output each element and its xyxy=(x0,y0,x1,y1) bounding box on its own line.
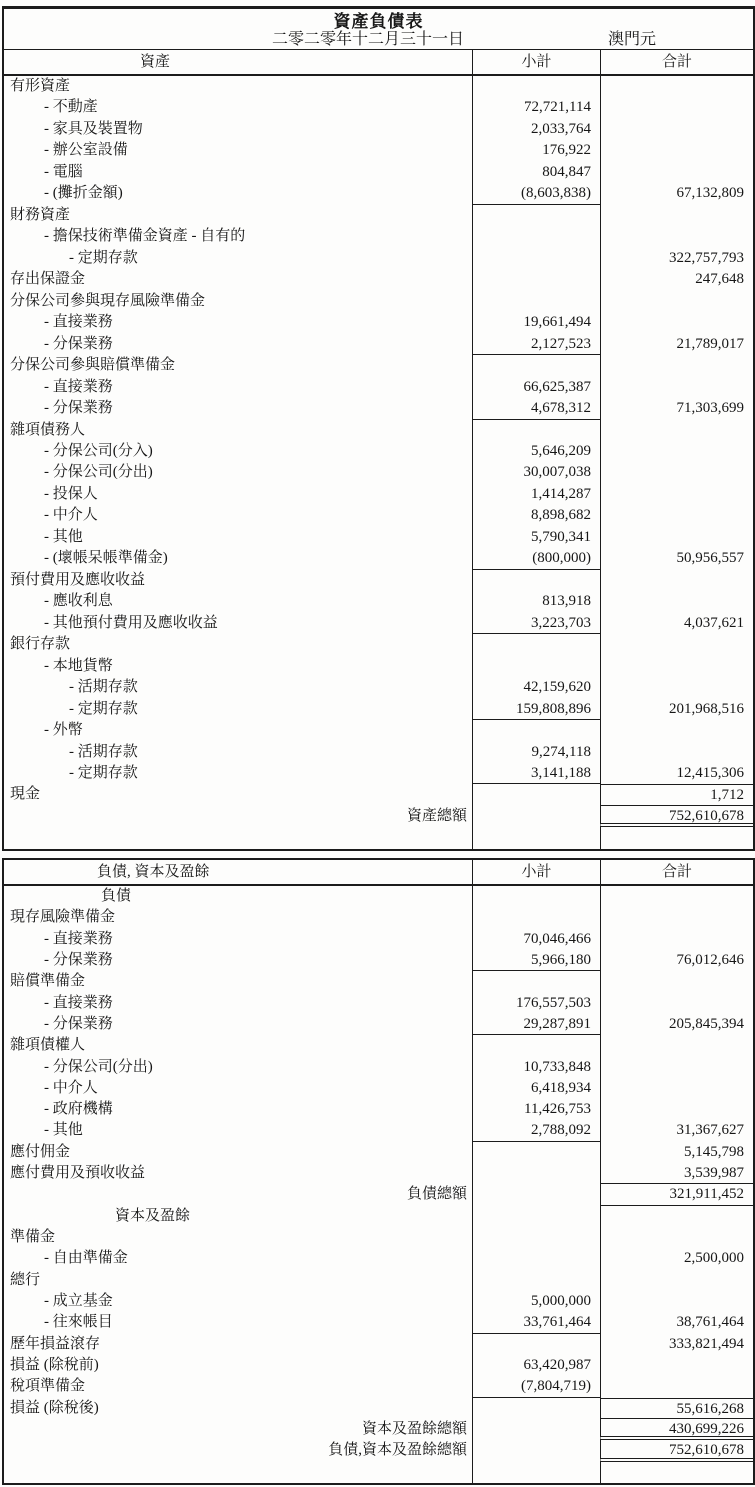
total-value xyxy=(600,1078,753,1099)
table-row xyxy=(4,971,753,992)
subtotal-value xyxy=(472,248,600,269)
row-label: 銀行存款 xyxy=(10,636,71,653)
table-row xyxy=(4,570,753,591)
subtotal-value: 66,625,387 xyxy=(472,377,600,398)
table-row xyxy=(4,505,753,526)
total-value: 31,367,627 xyxy=(600,1120,753,1141)
row-label: - 直接業務 xyxy=(44,378,113,395)
table-row xyxy=(4,1057,753,1078)
row-label: - 中介人 xyxy=(44,507,98,524)
subtotal-value xyxy=(472,420,600,441)
subtotal-value xyxy=(472,1227,600,1248)
subtotal-value xyxy=(472,291,600,312)
row-label: 負債總額 xyxy=(406,1186,467,1203)
table-row xyxy=(4,1419,753,1440)
table-row xyxy=(4,527,753,548)
table-row xyxy=(4,334,753,355)
row-label: 負債,資本及盈餘總額 xyxy=(328,1442,467,1459)
total-value xyxy=(600,484,753,505)
total-value xyxy=(600,1206,753,1227)
subtotal-value xyxy=(472,1270,600,1291)
subtotal-value: 2,127,523 xyxy=(472,334,600,355)
subtotal-value xyxy=(472,76,600,97)
total-value xyxy=(600,162,753,183)
total-value: 55,616,268 xyxy=(600,1398,753,1419)
total-value xyxy=(600,97,753,118)
subtotal-value: 2,788,092 xyxy=(472,1120,600,1141)
table-row xyxy=(4,226,753,247)
row-label: 資產總額 xyxy=(406,807,467,824)
total-column-header: 合計 xyxy=(600,50,753,74)
subtotal-value: 9,274,118 xyxy=(472,742,600,763)
row-label: 賠償準備金 xyxy=(10,973,86,990)
subtotal-value: 176,557,503 xyxy=(472,993,600,1014)
total-value: 38,761,464 xyxy=(600,1312,753,1333)
subtotal-value xyxy=(472,1142,600,1163)
row-label: 分保公司參與賠償準備金 xyxy=(10,357,176,374)
liabilities-rows xyxy=(4,886,753,1483)
subtotal-value: 30,007,038 xyxy=(472,462,600,483)
table-row xyxy=(4,119,753,140)
total-value: 201,968,516 xyxy=(600,699,753,720)
row-label: 分保公司參與現存風險準備金 xyxy=(10,292,206,309)
total-value xyxy=(600,505,753,526)
table-row xyxy=(4,1184,753,1205)
table-row xyxy=(4,742,753,763)
subtotal-value xyxy=(472,1419,600,1440)
row-label: 應付費用及預收收益 xyxy=(10,1165,146,1182)
total-value xyxy=(600,76,753,97)
subtotal-value: 11,426,753 xyxy=(472,1099,600,1120)
total-value xyxy=(600,971,753,992)
row-label: - 定期存款 xyxy=(69,765,138,781)
subtotal-value xyxy=(472,784,600,805)
total-value: 12,415,306 xyxy=(600,763,753,784)
table-row xyxy=(4,183,753,204)
subtotal-value xyxy=(472,1163,600,1184)
subtotal-value: 63,420,987 xyxy=(472,1355,600,1376)
row-label: 準備金 xyxy=(10,1229,56,1246)
total-value xyxy=(600,720,753,741)
row-label: - 擔保技術準備金資產 - 自有的 xyxy=(44,228,246,245)
total-value xyxy=(600,677,753,698)
row-label: - 其他 xyxy=(44,528,83,545)
row-label: 現存風險準備金 xyxy=(10,909,116,926)
table-row xyxy=(4,1398,753,1419)
table-row xyxy=(4,269,753,290)
row-label: - 投保人 xyxy=(44,485,98,502)
subtotal-value xyxy=(472,1035,600,1056)
total-value xyxy=(600,1462,753,1483)
total-value: 247,648 xyxy=(600,269,753,290)
liabilities-header-row xyxy=(4,860,753,886)
subtotal-value xyxy=(472,1462,600,1483)
total-value xyxy=(600,929,753,950)
total-value xyxy=(600,1057,753,1078)
table-row xyxy=(4,1312,753,1333)
total-value xyxy=(600,291,753,312)
subtitle-row xyxy=(4,32,753,50)
table-row xyxy=(4,1291,753,1312)
row-label: - 直接業務 xyxy=(44,314,113,331)
subtotal-column-header: 小計 xyxy=(472,50,600,74)
table-row xyxy=(4,656,753,677)
subtotal-value xyxy=(472,1398,600,1419)
row-label xyxy=(4,1462,472,1483)
table-row xyxy=(4,784,753,805)
subtotal-value: 42,159,620 xyxy=(472,677,600,698)
subtotal-value xyxy=(472,205,600,226)
total-value: 3,539,987 xyxy=(600,1163,753,1184)
table-row xyxy=(4,929,753,950)
row-label: - 應收利息 xyxy=(44,593,113,610)
subtotal-value: 5,966,180 xyxy=(472,950,600,971)
row-label: - 分保業務 xyxy=(44,400,113,417)
table-row xyxy=(4,1440,753,1461)
row-label: 歷年損益滾存 xyxy=(10,1335,101,1352)
subtotal-value xyxy=(472,971,600,992)
subtotal-value: (8,603,838) xyxy=(472,183,600,204)
table-row xyxy=(4,548,753,569)
total-value: 4,037,621 xyxy=(600,613,753,634)
total-value: 21,789,017 xyxy=(600,334,753,355)
row-label: - 自由準備金 xyxy=(44,1250,128,1267)
total-value xyxy=(600,377,753,398)
row-label: 雜項債務人 xyxy=(10,421,86,438)
table-row xyxy=(4,162,753,183)
table-row xyxy=(4,441,753,462)
subtotal-value: 72,721,114 xyxy=(472,97,600,118)
total-value: 2,500,000 xyxy=(600,1248,753,1269)
row-label: - 定期存款 xyxy=(69,249,138,266)
subtotal-column-header: 小計 xyxy=(472,860,600,884)
row-label: - 分保公司(分出) xyxy=(44,1058,153,1075)
liabilities-column-header: 負債, 資本及盈餘 xyxy=(97,863,210,880)
table-row xyxy=(4,886,753,907)
total-value xyxy=(600,312,753,333)
table-row xyxy=(4,355,753,376)
total-value xyxy=(600,570,753,591)
assets-table xyxy=(2,6,755,851)
row-label: - (壞帳呆帳準備金) xyxy=(44,550,168,567)
subtotal-value: 8,898,682 xyxy=(472,505,600,526)
subtotal-value: 804,847 xyxy=(472,162,600,183)
row-label: 資本及盈餘總額 xyxy=(361,1421,467,1438)
title-block xyxy=(4,9,753,50)
total-value xyxy=(600,441,753,462)
subtotal-value: 5,000,000 xyxy=(472,1291,600,1312)
table-row xyxy=(4,993,753,1014)
subtotal-value xyxy=(472,1248,600,1269)
row-label: - 直接業務 xyxy=(44,930,113,947)
row-label: - 不動產 xyxy=(44,99,98,116)
total-value xyxy=(600,1376,753,1397)
subtotal-value: 3,223,703 xyxy=(472,613,600,634)
total-value xyxy=(600,886,753,907)
row-label: - 中介人 xyxy=(44,1079,98,1096)
subtotal-value xyxy=(472,720,600,741)
table-row xyxy=(4,1376,753,1397)
table-row xyxy=(4,1270,753,1291)
table-row xyxy=(4,1014,753,1035)
table-row xyxy=(4,677,753,698)
subtotal-value xyxy=(472,656,600,677)
table-row xyxy=(4,1227,753,1248)
total-value xyxy=(600,119,753,140)
row-label: 現金 xyxy=(10,786,41,803)
total-value: 76,012,646 xyxy=(600,950,753,971)
total-value xyxy=(600,1035,753,1056)
subtotal-value xyxy=(472,634,600,655)
subtotal-value: 2,033,764 xyxy=(472,119,600,140)
total-value xyxy=(600,1270,753,1291)
total-value: 5,145,798 xyxy=(600,1142,753,1163)
subtotal-value xyxy=(472,1184,600,1205)
table-row xyxy=(4,398,753,419)
table-row xyxy=(4,699,753,720)
total-value xyxy=(600,634,753,655)
row-label: 應付佣金 xyxy=(10,1143,71,1160)
total-value xyxy=(600,1355,753,1376)
subtotal-value xyxy=(472,355,600,376)
table-row xyxy=(4,76,753,97)
total-value: 430,699,226 xyxy=(600,1419,753,1440)
total-value xyxy=(600,1099,753,1120)
table-row xyxy=(4,1078,753,1099)
assets-rows xyxy=(4,76,753,849)
row-label: 損益 (除稅後) xyxy=(10,1399,99,1416)
assets-column-header: 資產 xyxy=(140,54,171,70)
row-label: - 分保業務 xyxy=(44,1015,113,1032)
table-row xyxy=(4,634,753,655)
row-label: - 政府機構 xyxy=(44,1101,113,1118)
table-row xyxy=(4,907,753,928)
row-label: 負債 xyxy=(101,887,132,904)
row-label: - 往來帳目 xyxy=(44,1314,113,1331)
row-label: - 活期存款 xyxy=(69,679,138,696)
total-value xyxy=(600,420,753,441)
table-row xyxy=(4,1248,753,1269)
table-row xyxy=(4,377,753,398)
total-value: 752,610,678 xyxy=(600,806,753,827)
row-label: 有形資產 xyxy=(10,78,71,94)
subtotal-value: 5,790,341 xyxy=(472,527,600,548)
row-label: - 外幣 xyxy=(44,722,83,739)
table-row xyxy=(4,827,753,848)
table-row xyxy=(4,1120,753,1141)
total-value: 1,712 xyxy=(600,784,753,805)
table-row xyxy=(4,1206,753,1227)
row-label: - 定期存款 xyxy=(69,700,138,717)
table-row xyxy=(4,312,753,333)
table-row xyxy=(4,1142,753,1163)
row-label: - 分保公司(分出) xyxy=(44,464,153,481)
total-value: 322,757,793 xyxy=(600,248,753,269)
row-label xyxy=(4,827,472,848)
subtotal-value xyxy=(472,907,600,928)
assets-header-row xyxy=(4,50,753,76)
subtotal-value: 19,661,494 xyxy=(472,312,600,333)
report-date: 二零二零年十二月三十一日 xyxy=(271,31,464,48)
subtotal-value: 33,761,464 xyxy=(472,1312,600,1333)
total-column-header: 合計 xyxy=(600,860,753,884)
table-row xyxy=(4,613,753,634)
total-value: 752,610,678 xyxy=(600,1440,753,1461)
table-row xyxy=(4,806,753,827)
table-row xyxy=(4,720,753,741)
subtotal-value: (7,804,719) xyxy=(472,1376,600,1397)
total-value: 71,303,699 xyxy=(600,398,753,419)
subtotal-value xyxy=(472,886,600,907)
table-row xyxy=(4,248,753,269)
subtotal-value: 1,414,287 xyxy=(472,484,600,505)
total-value xyxy=(600,742,753,763)
total-value: 321,911,452 xyxy=(600,1184,753,1205)
table-row xyxy=(4,1355,753,1376)
row-label: - 其他 xyxy=(44,1122,83,1139)
table-row xyxy=(4,462,753,483)
table-row xyxy=(4,1334,753,1355)
subtotal-value xyxy=(472,1440,600,1461)
total-value xyxy=(600,226,753,247)
table-row xyxy=(4,140,753,161)
row-label: - 家具及裝置物 xyxy=(44,120,143,137)
row-label: - 直接業務 xyxy=(44,994,113,1011)
table-row xyxy=(4,97,753,118)
table-row xyxy=(4,205,753,226)
row-label: 預付費用及應收收益 xyxy=(10,571,146,588)
row-label: - 成立基金 xyxy=(44,1293,113,1310)
subtotal-value: 70,046,466 xyxy=(472,929,600,950)
row-label: 財務資產 xyxy=(10,206,71,223)
subtotal-value: 5,646,209 xyxy=(472,441,600,462)
total-value xyxy=(600,993,753,1014)
total-value xyxy=(600,907,753,928)
subtotal-value xyxy=(472,1206,600,1227)
table-row xyxy=(4,591,753,612)
table-row xyxy=(4,484,753,505)
subtotal-value xyxy=(472,570,600,591)
subtotal-value: 4,678,312 xyxy=(472,398,600,419)
table-row xyxy=(4,420,753,441)
currency-label: 澳門元 xyxy=(608,31,657,48)
row-label: - 分保公司(分入) xyxy=(44,442,153,459)
table-row xyxy=(4,1035,753,1056)
total-value xyxy=(600,205,753,226)
subtotal-value xyxy=(472,226,600,247)
subtotal-value: 29,287,891 xyxy=(472,1014,600,1035)
total-value xyxy=(600,462,753,483)
total-value xyxy=(600,140,753,161)
subtotal-value xyxy=(472,806,600,827)
row-label: - 本地貨幣 xyxy=(44,657,113,674)
total-value xyxy=(600,355,753,376)
row-label: - 辦公室設備 xyxy=(44,142,128,159)
subtotal-value: 3,141,188 xyxy=(472,763,600,784)
subtotal-value: 176,922 xyxy=(472,140,600,161)
row-label: - 分保業務 xyxy=(44,335,113,352)
page-title: 資產負債表 xyxy=(333,12,424,31)
row-label: - 活期存款 xyxy=(69,743,138,760)
table-row xyxy=(4,1099,753,1120)
total-value xyxy=(600,591,753,612)
table-row xyxy=(4,950,753,971)
total-value: 333,821,494 xyxy=(600,1334,753,1355)
total-value xyxy=(600,827,753,848)
subtotal-value xyxy=(472,269,600,290)
total-value: 67,132,809 xyxy=(600,183,753,204)
total-value xyxy=(600,656,753,677)
total-value: 205,845,394 xyxy=(600,1014,753,1035)
subtotal-value: 6,418,934 xyxy=(472,1078,600,1099)
row-label: - 其他預付費用及應收收益 xyxy=(44,614,218,631)
table-row xyxy=(4,1163,753,1184)
total-value xyxy=(600,1227,753,1248)
row-label: 損益 (除稅前) xyxy=(10,1357,99,1374)
row-label: 雜項債權人 xyxy=(10,1037,86,1054)
subtotal-value: (800,000) xyxy=(472,548,600,569)
table-row xyxy=(4,291,753,312)
liabilities-table xyxy=(2,858,755,1485)
total-value xyxy=(600,527,753,548)
total-value xyxy=(600,1291,753,1312)
table-row xyxy=(4,1462,753,1483)
table-row xyxy=(4,763,753,784)
subtotal-value: 159,808,896 xyxy=(472,699,600,720)
row-label: - 分保業務 xyxy=(44,951,113,968)
subtotal-value xyxy=(472,1334,600,1355)
row-label: - (攤折金額) xyxy=(44,185,123,202)
row-label: 總行 xyxy=(10,1271,41,1288)
row-label: - 電腦 xyxy=(44,163,83,180)
row-label: 資本及盈餘 xyxy=(115,1207,191,1224)
total-value: 50,956,557 xyxy=(600,548,753,569)
subtotal-value: 10,733,848 xyxy=(472,1057,600,1078)
subtotal-value: 813,918 xyxy=(472,591,600,612)
row-label: 存出保證金 xyxy=(10,271,86,288)
subtotal-value xyxy=(472,827,600,848)
row-label: 稅項準備金 xyxy=(10,1378,86,1395)
